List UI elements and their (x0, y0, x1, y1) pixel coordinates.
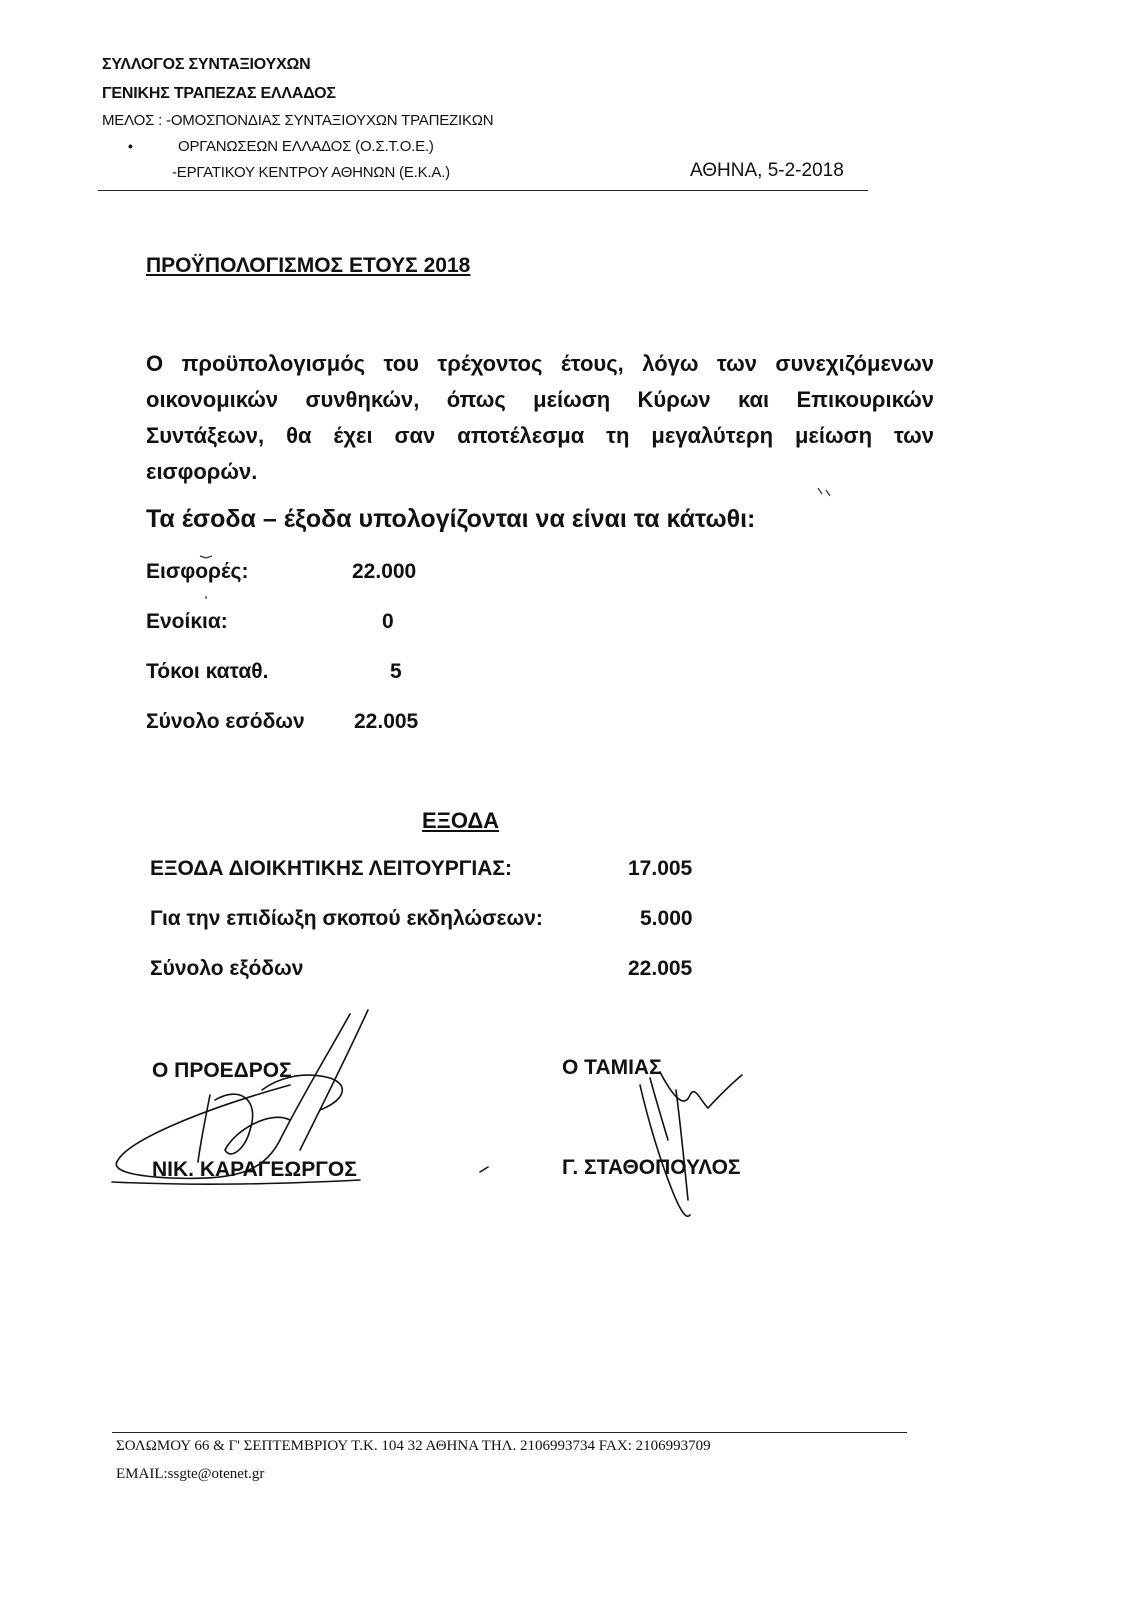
expense-value: 22.005 (628, 957, 693, 980)
income-label: Ενοίκια: (146, 610, 228, 633)
budget-lead-sentence: Τα έσοδα – έξοδα υπολογίζονται να είναι τα κάτωθι: (146, 505, 756, 533)
org-name-line-1: ΣΥΛΛΟΓΟΣ ΣΥΝΤΑΞΙΟΥΧΩΝ (102, 56, 311, 73)
treasurer-name: Γ. ΣΤΑΘΟΠΟΥΛΟΣ (562, 1156, 741, 1179)
expenses-heading: ΕΞΟΔΑ (422, 808, 500, 833)
income-label: Σύνολο εσόδων (146, 710, 305, 733)
membership-line-1: ΜΕΛΟΣ : -ΟΜΟΣΠΟΝΔΙΑΣ ΣΥΝΤΑΞΙΟΥΧΩΝ ΤΡΑΠΕΖΙΚΩΝ (102, 112, 494, 129)
footer-address: ΣΟΛΩΜΟΥ 66 & Γ' ΣΕΠΤΕΜΒΡΙΟΥ Τ.Κ. 104 32 ΑΘΗΝΑ ΤΗΛ. 2106993734 FAX: 2106993709 (116, 1438, 711, 1454)
president-title: Ο ΠΡΟΕΔΡΟΣ (152, 1059, 292, 1082)
expense-value: 5.000 (640, 907, 693, 930)
membership-line-2: ΟΡΓΑΝΩΣΕΩΝ ΕΛΛΑΔΟΣ (Ο.Σ.Τ.Ο.Ε.) (178, 138, 434, 155)
document-title: ΠΡΟΫΠΟΛΟΓΙΣΜΟΣ ΕΤΟΥΣ 2018 (146, 254, 471, 277)
intro-paragraph: Ο προϋπολογισμός του τρέχοντος έτους, λόγω των συνεχιζόμενων οικονομικών συνθηκών, όπως μείωση Κύρων και Επικουρικών Συντάξεων, θα έχει σαν αποτέλεσμα τη μεγαλύτερη μείωση των εισφορών. (146, 351, 934, 484)
treasurer-signature (640, 1072, 742, 1216)
membership-line-3: -ΕΡΓΑΤΙΚΟΥ ΚΕΝΤΡΟΥ ΑΘΗΝΩΝ (Ε.Κ.Α.) (172, 164, 450, 181)
president-name: ΝΙΚ. ΚΑΡΑΓΕΩΡΓΟΣ (152, 1158, 357, 1181)
footer-divider (112, 1432, 907, 1433)
expense-label: Για την επιδίωξη σκοπού εκδηλώσεων: (150, 907, 543, 930)
header-divider (98, 190, 868, 191)
document-date: ΑΘΗΝΑ, 5-2-2018 (690, 160, 844, 181)
treasurer-title: Ο ΤΑΜΙΑΣ (562, 1056, 662, 1079)
income-label: Τόκοι καταθ. (146, 660, 269, 683)
bullet-mark: • (128, 138, 133, 154)
income-value: 0 (382, 610, 394, 633)
income-label: Εισφορές: (146, 560, 249, 583)
income-value: 22.000 (352, 560, 417, 583)
income-value: 22.005 (354, 710, 419, 733)
income-value: 5 (390, 660, 402, 683)
expense-label: Σύνολο εξόδων (150, 957, 304, 980)
org-name-line-2: ΓΕΝΙΚΗΣ ΤΡΑΠΕΖΑΣ ΕΛΛΑΔΟΣ (102, 85, 336, 102)
expense-label: ΕΞΟΔΑ ΔΙΟΙΚΗΤΙΚΗΣ ΛΕΙΤΟΥΡΓΙΑΣ: (150, 857, 512, 880)
expense-value: 17.005 (628, 857, 693, 880)
footer-email: EMAIL:ssgte@otenet.gr (116, 1466, 265, 1482)
